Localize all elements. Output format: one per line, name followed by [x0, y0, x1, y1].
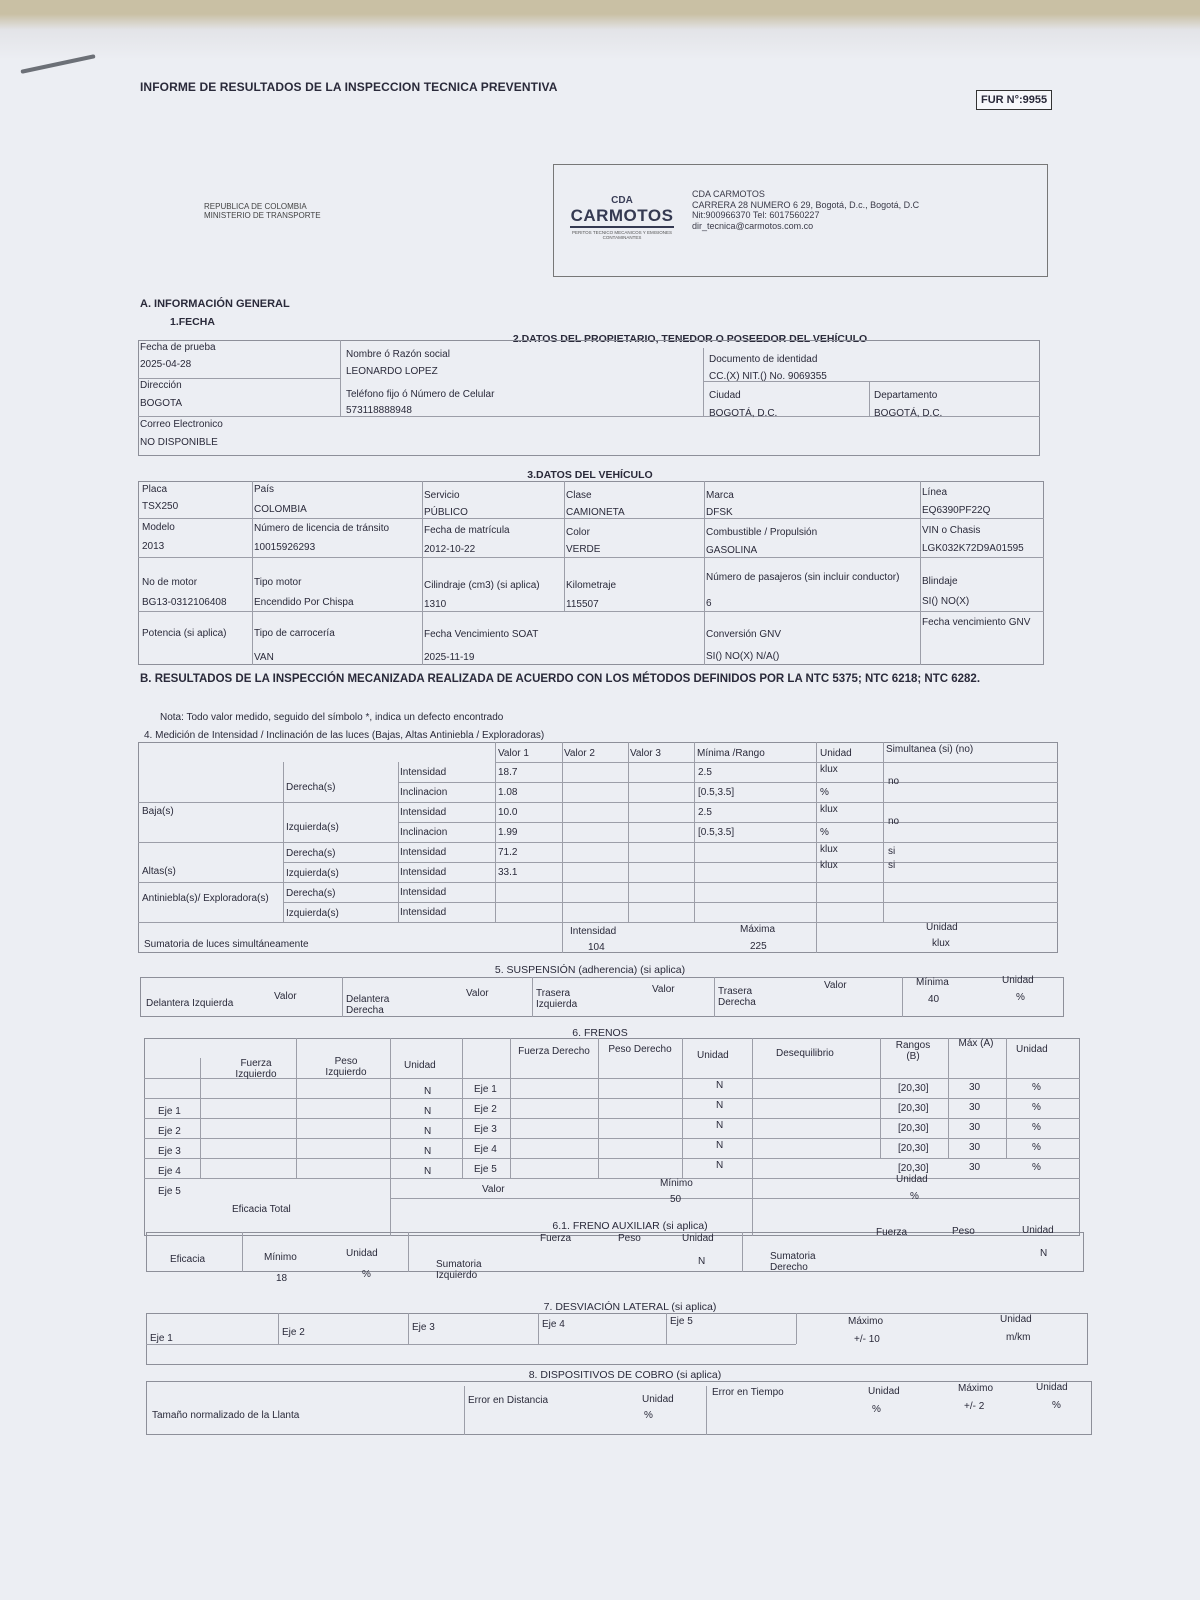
- vehicle-heading: 3.DATOS DEL VEHÍCULO: [527, 469, 653, 481]
- correo-label: Correo Electronico: [140, 419, 223, 430]
- color-label: Color: [566, 527, 590, 538]
- fecha-value: 2025-04-28: [140, 359, 192, 370]
- clase-value: CAMIONETA: [566, 507, 625, 518]
- col-valor3: Valor 3: [630, 748, 661, 759]
- licencia-label: Número de licencia de tránsito: [254, 523, 390, 534]
- servicio-value: PÚBLICO: [424, 507, 468, 518]
- grid-line: [902, 977, 903, 1017]
- servicio-label: Servicio: [424, 490, 460, 501]
- logo-cda-text: CDA: [611, 195, 633, 206]
- grid-line: [340, 340, 341, 416]
- grid-line: [138, 842, 1058, 843]
- kilometraje-value: 115507: [566, 599, 599, 610]
- grid-line: [390, 1038, 391, 1236]
- sum-maxima-value: 225: [750, 941, 767, 952]
- row3-unidad: klux: [820, 804, 838, 815]
- owner-heading: 2.DATOS DEL PROPIETARIO, TENEDOR O POSEEDOR DEL VEHÍCULO: [512, 333, 868, 345]
- sum-unidad-value: klux: [932, 938, 950, 949]
- grid-line: [752, 1038, 753, 1236]
- grid-line: [816, 742, 817, 953]
- aux-unidad-right: Unidad: [1022, 1225, 1054, 1236]
- eficacia-minimo-value: 50: [670, 1194, 682, 1205]
- aux-minimo-value: 18: [276, 1273, 288, 1284]
- col-unidad: Unidad: [820, 748, 852, 759]
- carroceria-label: Tipo de carrocería: [254, 628, 335, 639]
- antiniebla-label: Antiniebla(s)/ Exploradora(s): [142, 893, 269, 904]
- cobro-table: [146, 1381, 1092, 1435]
- row1-type: Intensidad: [400, 767, 447, 778]
- freno-eje-5-left: Eje 5: [158, 1186, 181, 1197]
- row6-unidad: klux: [820, 860, 838, 871]
- susp-tras-der: Trasera Derecha: [718, 986, 756, 1008]
- rango-5: [20,30]: [898, 1163, 929, 1174]
- susp-minima-label: Mínima: [916, 977, 949, 988]
- direccion-label: Dirección: [140, 380, 182, 391]
- grid-line: [242, 1232, 243, 1272]
- color-value: VERDE: [566, 544, 601, 555]
- matricula-label: Fecha de matrícula: [424, 525, 510, 536]
- sumatoria-label: Sumatoria de luces simultáneamente: [144, 939, 309, 950]
- grid-line: [278, 1313, 279, 1344]
- row4-type: Inclinacion: [400, 827, 448, 838]
- susp-unidad-value: %: [1016, 992, 1025, 1003]
- pct-2: %: [1032, 1102, 1041, 1113]
- n-izq-1: N: [424, 1086, 432, 1097]
- rango-1: [20,30]: [898, 1083, 929, 1094]
- grid-line: [390, 1198, 1080, 1199]
- freno-eje-3-left: Eje 3: [158, 1146, 181, 1157]
- row1-unidad: klux: [820, 764, 838, 775]
- grid-line: [144, 1118, 1080, 1119]
- grid-line: [796, 1313, 797, 1344]
- grid-line: [883, 742, 884, 922]
- n-izq-4: N: [424, 1146, 432, 1157]
- cobro-unidad-2-value: %: [872, 1404, 881, 1415]
- col-simultanea: Simultanea (si) (no): [886, 744, 974, 755]
- grid-line: [510, 1038, 511, 1178]
- paper-fold-shadow: [0, 0, 1200, 60]
- row7-type: Intensidad: [400, 887, 447, 898]
- rangos-header: Rangos (B): [895, 1040, 931, 1062]
- section-a-heading: A. INFORMACIÓN GENERAL: [140, 298, 290, 310]
- pct-3: %: [1032, 1122, 1041, 1133]
- eficacia-total-label: Eficacia Total: [232, 1204, 291, 1215]
- grid-line: [682, 1038, 683, 1178]
- documento-value: CC.(X) NIT.() No. 9069355: [709, 371, 827, 382]
- row8-type: Intensidad: [400, 907, 447, 918]
- freno-eje-4-left: Eje 4: [158, 1166, 181, 1177]
- grid-line: [398, 822, 1058, 823]
- documento-label: Documento de identidad: [709, 354, 818, 365]
- baja-label: Baja(s): [142, 806, 174, 817]
- aux-unidad-value: %: [362, 1269, 371, 1280]
- grid-line: [138, 378, 340, 379]
- motor-value: BG13-0312106408: [142, 597, 227, 608]
- max-4: 30: [969, 1142, 981, 1153]
- republica-text: REPUBLICA DE COLOMBIA: [204, 202, 307, 211]
- grid-line: [408, 1232, 409, 1272]
- marca-value: DFSK: [706, 507, 733, 518]
- grid-line: [532, 977, 533, 1017]
- freno-eje-2-mid: Eje 2: [474, 1104, 497, 1115]
- aux-peso-left: Peso: [618, 1233, 641, 1244]
- aux-fuerza-left: Fuerza: [540, 1233, 572, 1244]
- cda-address: CARRERA 28 NUMERO 6 29, Bogotá, D.c., Bogotá, D.C: [692, 199, 920, 210]
- desv-eje-3: Eje 3: [412, 1322, 435, 1333]
- cda-nit-phone: Nit:900966370 Tel: 6017560227: [692, 210, 820, 220]
- row3-valor: 10.0: [498, 807, 518, 818]
- eficacia-unidad-value: %: [910, 1191, 919, 1202]
- fuerza-der-header: Fuerza Derecho: [518, 1046, 590, 1057]
- motor-label: No de motor: [142, 577, 198, 588]
- departamento-value: BOGOTÁ, D.C.: [874, 408, 943, 419]
- col-minima: Mínima /Rango: [697, 748, 765, 759]
- grid-line: [144, 1138, 1080, 1139]
- grid-line: [598, 1038, 599, 1178]
- grid-line: [146, 1344, 796, 1345]
- potencia-label: Potencia (si aplica): [142, 628, 227, 639]
- sum-maxima-label: Máxima: [740, 924, 776, 935]
- fecha-label: Fecha de prueba: [140, 342, 216, 353]
- desv-unidad-label: Unidad: [1000, 1314, 1032, 1325]
- tipo-motor-value: Encendido Por Chispa: [254, 597, 354, 608]
- telefono-label: Teléfono fijo ó Número de Celular: [346, 389, 495, 400]
- row5-type: Intensidad: [400, 847, 447, 858]
- desviacion-table: [146, 1313, 1088, 1365]
- row2-unidad: %: [820, 787, 829, 798]
- cobro-unidad-3-label: Unidad: [1036, 1382, 1068, 1393]
- grid-line: [920, 481, 921, 665]
- placa-label: Placa: [142, 484, 168, 495]
- grid-line: [495, 742, 496, 922]
- cda-details: [692, 189, 919, 231]
- vin-value: LGK032K72D9A01595: [922, 543, 1024, 554]
- grid-line: [283, 762, 284, 922]
- row6-sim: si: [888, 860, 896, 871]
- susp-valor-1: Valor: [274, 991, 297, 1002]
- grid-line: [138, 802, 1058, 803]
- ciudad-label: Ciudad: [709, 390, 741, 401]
- report-title: INFORME DE RESULTADOS DE LA INSPECCION TECNICA PREVENTIVA: [140, 80, 558, 94]
- pct-1: %: [1032, 1082, 1041, 1093]
- susp-unidad-label: Unidad: [1002, 975, 1034, 986]
- pais-label: País: [254, 484, 275, 495]
- aux-unidad-label: Unidad: [346, 1248, 378, 1259]
- desv-eje-5: Eje 5: [670, 1316, 693, 1327]
- desequilibrio-header: Desequilibrio: [776, 1048, 834, 1059]
- n-der-2: N: [716, 1100, 724, 1111]
- logo-tag-text: PERITOS TECNICO MECANICOS Y EMISIONES CONTAMINANTES: [572, 230, 672, 240]
- fecha-heading: 1.FECHA: [170, 316, 215, 328]
- blindaje-value: SI() NO(X): [922, 596, 970, 607]
- pasajeros-value: 6: [706, 598, 712, 609]
- linea-value: EQ6390PF22Q: [922, 505, 991, 516]
- grid-line: [538, 1313, 539, 1344]
- carroceria-value: VAN: [254, 652, 274, 663]
- row4-unidad: %: [820, 827, 829, 838]
- row5-unidad: klux: [820, 844, 838, 855]
- freno-eje-2-left: Eje 2: [158, 1126, 181, 1137]
- telefono-value: 573118888948: [346, 405, 412, 416]
- licencia-value: 10015926293: [254, 542, 316, 553]
- row6-type: Intensidad: [400, 867, 447, 878]
- unidad-der-header: Unidad: [697, 1050, 729, 1061]
- soat-value: 2025-11-19: [424, 652, 475, 663]
- anti-der-label: Derecha(s): [286, 888, 336, 899]
- combustible-value: GASOLINA: [706, 545, 758, 556]
- grid-line: [1006, 1038, 1007, 1158]
- rango-4: [20,30]: [898, 1143, 929, 1154]
- eficacia-unidad-label: Unidad: [896, 1174, 928, 1185]
- n-izq-5: N: [424, 1166, 432, 1177]
- grid-line: [628, 742, 629, 922]
- cda-info-box: [553, 164, 1048, 277]
- sum-unidad-label: Unidad: [926, 922, 958, 933]
- susp-valor-2: Valor: [466, 988, 489, 999]
- grid-line: [398, 762, 399, 922]
- grid-line: [138, 882, 1058, 883]
- row2-minima: [0.5,3.5]: [698, 787, 735, 798]
- grid-line: [880, 1038, 881, 1158]
- tipo-motor-label: Tipo motor: [254, 577, 302, 588]
- grid-line: [562, 742, 563, 953]
- cda-name: CDA CARMOTOS: [692, 189, 765, 199]
- aux-sum-izq: Sumatoria Izquierdo: [436, 1259, 482, 1281]
- desv-unidad-value: m/km: [1006, 1332, 1031, 1343]
- col-valor1: Valor 1: [498, 748, 529, 759]
- modelo-label: Modelo: [142, 522, 175, 533]
- grid-line: [704, 481, 705, 665]
- fuerza-izq-header: Fuerza Izquierdo: [235, 1058, 277, 1080]
- grid-line: [408, 1313, 409, 1344]
- max-1: 30: [969, 1082, 981, 1093]
- grid-line: [422, 481, 423, 665]
- section-b-heading: B. RESULTADOS DE LA INSPECCIÓN MECANIZADA REALIZADA DE ACUERDO CON LOS MÉTODOS DEFINIDOS POR LA NTC 5375; NTC 6218; NTC 6282.: [140, 673, 981, 685]
- error-tiempo-label: Error en Tiempo: [712, 1387, 784, 1398]
- cobro-unidad-2-label: Unidad: [868, 1386, 900, 1397]
- row1-minima: 2.5: [698, 767, 712, 778]
- nombre-label: Nombre ó Razón social: [346, 349, 450, 360]
- aux-fuerza-right: Fuerza: [876, 1227, 908, 1238]
- desv-maximo-label: Máximo: [848, 1316, 884, 1327]
- freno-eje-1-left: Eje 1: [158, 1106, 181, 1117]
- grid-line: [464, 1386, 465, 1435]
- freno-eje-1-mid: Eje 1: [474, 1084, 497, 1095]
- defect-note: Nota: Todo valor medido, seguido del símbolo *, indica un defecto encontrado: [160, 712, 504, 723]
- desviacion-heading: 7. DESVIACIÓN LATERAL (si aplica): [543, 1301, 717, 1313]
- susp-minima-value: 40: [928, 994, 940, 1005]
- modelo-value: 2013: [142, 541, 165, 552]
- luces-heading: 4. Medición de Intensidad / Inclinación de las luces (Bajas, Altas Antiniebla / Exploradoras): [144, 730, 545, 741]
- cobro-unidad-3-value: %: [1052, 1400, 1061, 1411]
- clase-label: Clase: [566, 490, 592, 501]
- susp-tras-izq: Trasera Izquierda: [536, 988, 578, 1010]
- blindaje-label: Blindaje: [922, 576, 958, 587]
- freno-eje-5-mid: Eje 5: [474, 1164, 497, 1175]
- grid-line: [138, 922, 1058, 923]
- row2-valor: 1.08: [498, 787, 518, 798]
- baja-izq-sim: no: [888, 816, 900, 827]
- n-izq-2: N: [424, 1106, 432, 1117]
- n-der-3: N: [716, 1120, 724, 1131]
- n-der-4: N: [716, 1140, 724, 1151]
- ministry-label: [204, 202, 321, 220]
- aux-eficacia-label: Eficacia: [170, 1254, 206, 1265]
- grid-line: [495, 762, 1058, 763]
- matricula-value: 2012-10-22: [424, 544, 476, 555]
- kilometraje-label: Kilometraje: [566, 580, 617, 591]
- unidad-header: Unidad: [1016, 1044, 1048, 1055]
- altas-label: Altas(s): [142, 866, 176, 877]
- pct-4: %: [1032, 1142, 1041, 1153]
- rango-2: [20,30]: [898, 1103, 929, 1114]
- llanta-label: Tamaño normalizado de la Llanta: [152, 1410, 300, 1421]
- baja-der-sim: no: [888, 776, 900, 787]
- susp-del-izq: Delantera Izquierda: [146, 998, 234, 1009]
- aux-minimo-label: Mínimo: [264, 1252, 297, 1263]
- susp-valor-3: Valor: [652, 984, 675, 995]
- cobro-heading: 8. DISPOSITIVOS DE COBRO (si aplica): [528, 1369, 722, 1381]
- grid-line: [714, 977, 715, 1017]
- direccion-value: BOGOTA: [140, 398, 183, 409]
- grid-line: [342, 977, 343, 1017]
- n-izq-3: N: [424, 1126, 432, 1137]
- unidad-izq-header: Unidad: [404, 1060, 436, 1071]
- susp-del-der: Delantera Derecha: [346, 994, 390, 1016]
- aux-n-left: N: [698, 1256, 706, 1267]
- grid-line: [706, 1386, 707, 1435]
- pct-5: %: [1032, 1162, 1041, 1173]
- row4-valor: 1.99: [498, 827, 518, 838]
- n-der-1: N: [716, 1080, 724, 1091]
- ciudad-value: BOGOTÁ, D.C.: [709, 408, 778, 419]
- cobro-unidad-1-label: Unidad: [642, 1394, 674, 1405]
- grid-line: [200, 1058, 201, 1178]
- fur-number: FUR N°:9955: [976, 90, 1052, 110]
- pasajeros-label: Número de pasajeros (sin incluir conductor): [706, 572, 900, 583]
- combustible-label: Combustible / Propulsión: [706, 527, 818, 538]
- aux-unidad-left: Unidad: [682, 1233, 714, 1244]
- linea-label: Línea: [922, 487, 948, 498]
- marca-label: Marca: [706, 490, 734, 501]
- aux-n-right: N: [1040, 1248, 1048, 1259]
- desv-eje-2: Eje 2: [282, 1327, 305, 1338]
- peso-izq-header: Peso Izquierdo: [325, 1056, 367, 1078]
- sum-intensidad-label: Intensidad: [570, 926, 617, 937]
- max-header: Máx (A): [958, 1038, 994, 1049]
- row6-valor: 33.1: [498, 867, 518, 878]
- baja-der-label: Derecha(s): [286, 782, 336, 793]
- grid-line: [144, 1098, 1080, 1099]
- grid-line: [144, 1178, 1080, 1179]
- correo-value: NO DISPONIBLE: [140, 437, 218, 448]
- desv-eje-4: Eje 4: [542, 1319, 565, 1330]
- grid-line: [694, 742, 695, 922]
- max-5: 30: [969, 1162, 981, 1173]
- row5-valor: 71.2: [498, 847, 518, 858]
- sum-intensidad-value: 104: [588, 942, 605, 953]
- aux-peso-right: Peso: [952, 1226, 975, 1237]
- suspension-heading: 5. SUSPENSIÓN (adherencia) (si aplica): [494, 964, 686, 976]
- row3-minima: 2.5: [698, 807, 712, 818]
- eficacia-minimo-label: Mínimo: [660, 1178, 693, 1189]
- grid-line: [283, 902, 1058, 903]
- grid-line: [703, 348, 704, 416]
- gnv-venc-label: Fecha vencimiento GNV: [922, 617, 1031, 628]
- freno-eje-4-mid: Eje 4: [474, 1144, 497, 1155]
- frenos-heading: 6. FRENOS: [572, 1027, 628, 1039]
- grid-line: [869, 381, 870, 416]
- freno-aux-heading: 6.1. FRENO AUXILIAR (si aplica): [552, 1220, 708, 1232]
- grid-line: [252, 481, 253, 665]
- desv-eje-1: Eje 1: [150, 1333, 173, 1344]
- row1-valor: 18.7: [498, 767, 518, 778]
- row3-type: Intensidad: [400, 807, 447, 818]
- freno-eje-3-mid: Eje 3: [474, 1124, 497, 1135]
- desv-maximo-value: +/- 10: [854, 1334, 880, 1345]
- pais-value: COLOMBIA: [254, 504, 307, 515]
- row4-minima: [0.5,3.5]: [698, 827, 735, 838]
- cobro-maximo-value: +/- 2: [964, 1401, 985, 1412]
- grid-line: [742, 1232, 743, 1272]
- row2-type: Inclinacion: [400, 787, 448, 798]
- altas-der-label: Derecha(s): [286, 848, 336, 859]
- placa-value: TSX250: [142, 501, 179, 512]
- susp-valor-4: Valor: [824, 980, 847, 991]
- vin-label: VIN o Chasis: [922, 525, 981, 536]
- baja-izq-label: Izquierda(s): [286, 822, 339, 833]
- n-der-5: N: [716, 1160, 724, 1171]
- cilindraje-value: 1310: [424, 599, 447, 610]
- altas-izq-label: Izquierda(s): [286, 868, 339, 879]
- grid-line: [462, 1038, 463, 1178]
- nombre-value: LEONARDO LOPEZ: [346, 366, 438, 377]
- grid-line: [398, 782, 1058, 783]
- rango-3: [20,30]: [898, 1123, 929, 1134]
- col-valor2: Valor 2: [564, 748, 595, 759]
- cilindraje-label: Cilindraje (cm3) (si aplica): [424, 580, 540, 591]
- eficacia-valor-label: Valor: [482, 1184, 505, 1195]
- row5-sim: si: [888, 846, 896, 857]
- peso-der-header: Peso Derecho: [608, 1044, 672, 1055]
- cobro-unidad-1-value: %: [644, 1410, 653, 1421]
- gnv-label: Conversión GNV: [706, 629, 782, 640]
- grid-line: [296, 1038, 297, 1178]
- ministerio-text: MINISTERIO DE TRANSPORTE: [204, 211, 321, 220]
- grid-line: [564, 481, 565, 611]
- grid-line: [138, 557, 1044, 558]
- grid-line: [948, 1038, 949, 1158]
- max-2: 30: [969, 1102, 981, 1113]
- error-distancia-label: Error en Distancia: [468, 1395, 549, 1406]
- aux-sum-der: Sumatoria Derecho: [770, 1251, 816, 1273]
- cda-email: dir_tecnica@carmotos.com.co: [692, 220, 814, 231]
- grid-line: [283, 862, 1058, 863]
- logo-name-text: CARMOTOS: [570, 206, 674, 228]
- cobro-maximo-label: Máximo: [958, 1383, 994, 1394]
- departamento-label: Departamento: [874, 390, 938, 401]
- grid-line: [666, 1313, 667, 1344]
- anti-izq-label: Izquierda(s): [286, 908, 339, 919]
- soat-label: Fecha Vencimiento SOAT: [424, 629, 539, 640]
- grid-line: [138, 518, 1044, 519]
- grid-line: [144, 1158, 1080, 1159]
- max-3: 30: [969, 1122, 981, 1133]
- cda-logo: [570, 195, 674, 249]
- grid-line: [138, 611, 1044, 612]
- gnv-value: SI() NO(X) N/A(): [706, 651, 780, 662]
